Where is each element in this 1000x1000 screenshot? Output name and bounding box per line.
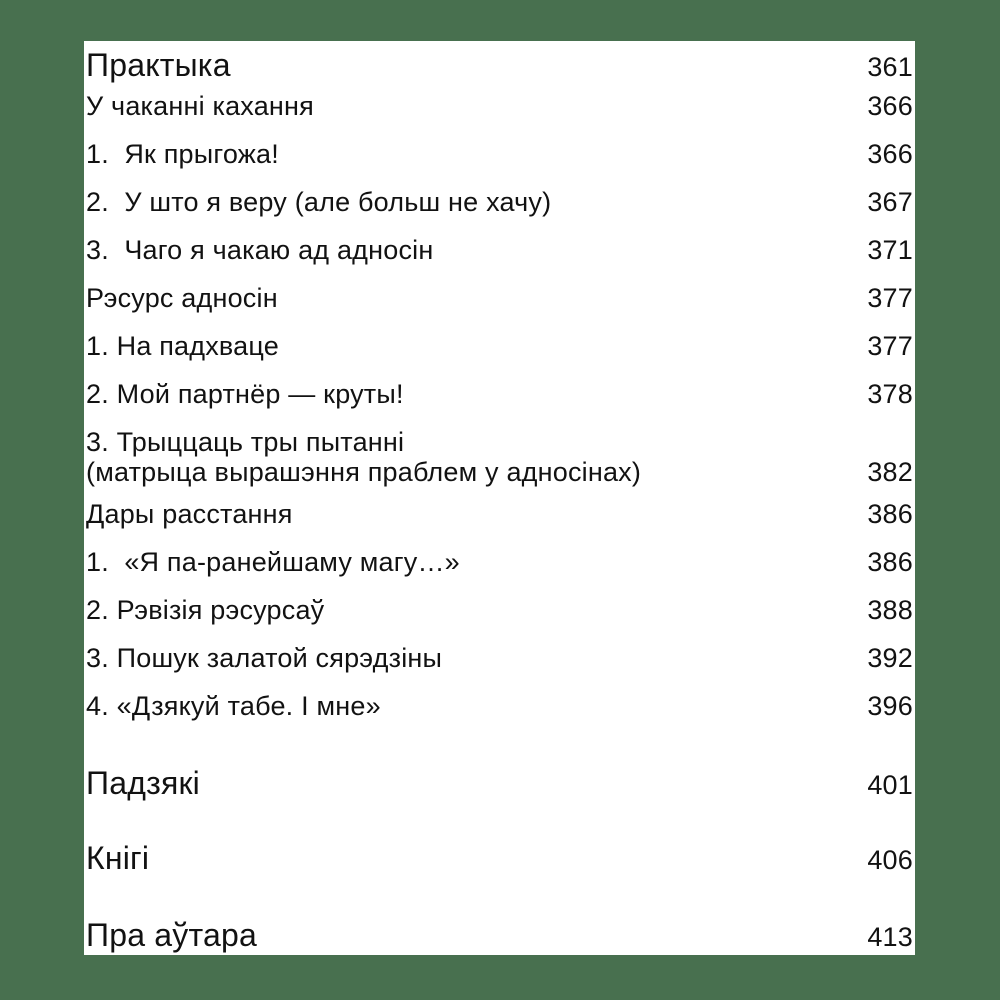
entry-page-number: 377 [867,283,913,313]
toc-entry [86,763,913,803]
toc-entry [86,235,913,265]
toc-entry [86,283,913,313]
entry-page-number: 396 [867,691,913,721]
entry-page-number: 366 [867,91,913,121]
entry-title: Рэсурс адносін [86,283,278,313]
entry-title: 1. Як прыгожа! [86,139,279,169]
entry-title: Практыка [86,47,231,83]
toc-page [84,41,915,955]
entry-page-number: 401 [867,770,913,800]
entry-title: 2. Рэвізія рэсурсаў [86,595,325,625]
toc-entry [86,691,913,721]
toc-entry [86,838,913,878]
entry-page-number: 386 [867,499,913,529]
entry-page-number: 371 [867,235,913,265]
entry-page-number: 392 [867,643,913,673]
toc-entry [86,499,913,529]
entry-title: Падзякі [86,765,200,801]
entry-title: 1. «Я па-ранейшаму магу…» [86,547,460,577]
toc-entry [86,45,913,85]
toc-entry [86,643,913,673]
entry-title: 3. Чаго я чакаю ад адносін [86,235,434,265]
entry-title-line1: 3. Трыццаць тры пытанні [86,427,405,457]
entry-title: Дары расстання [86,499,293,529]
entry-page-number: 378 [867,379,913,409]
toc-entry [86,915,913,955]
entry-title: 1. На падхваце [86,331,279,361]
entry-title: Пра аўтара [86,917,257,953]
entry-page-number: 366 [867,139,913,169]
entry-title: 2. У што я веру (але больш не хачу) [86,187,552,217]
toc-entry [86,91,913,121]
entry-title: 2. Мой партнёр — круты! [86,379,404,409]
entry-page-number: 413 [867,922,913,952]
toc-entry [86,379,913,409]
entry-page-number: 388 [867,595,913,625]
entry-page-number: 386 [867,547,913,577]
entry-title: 3. Пошук залатой сярэдзіны [86,643,443,673]
entry-page-number: 377 [867,331,913,361]
toc-entry [86,187,913,217]
entry-title: У чаканні кахання [86,91,314,121]
entry-page-number: 367 [867,187,913,217]
entry-title: 4. «Дзякуй табе. І мне» [86,691,381,721]
entry-page-number: 361 [867,52,913,82]
toc-entry [86,547,913,577]
toc-entry [86,595,913,625]
entry-title [86,427,653,487]
entry-title: Кнігі [86,840,150,876]
entry-page-number: 406 [867,845,913,875]
toc-entry [86,139,913,169]
entry-page-number: 382 [867,457,913,487]
toc-entry [86,427,913,487]
entry-title-line2: (матрыца вырашэння праблем у адносінах) [86,457,642,487]
toc-entry [86,331,913,361]
